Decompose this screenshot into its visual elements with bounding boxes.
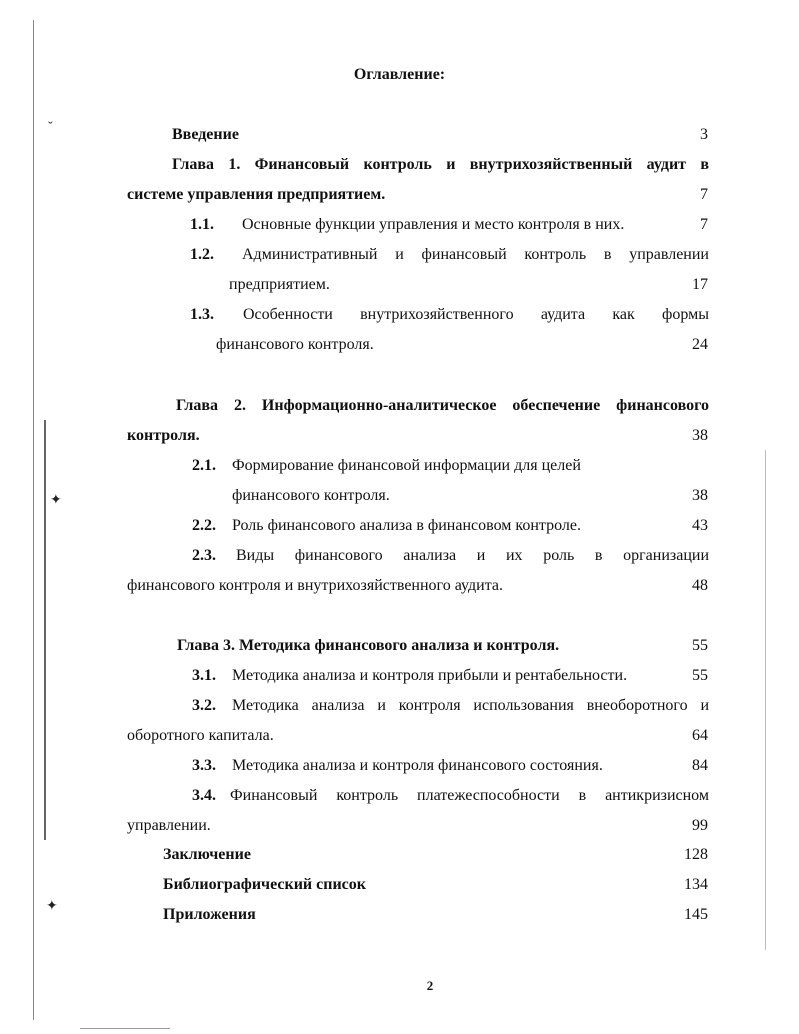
toc-item-page: 24: [692, 336, 708, 353]
toc-item-1-1: [190, 214, 624, 236]
toc-item-number: 1.1.: [190, 216, 214, 233]
toc-item-text: Методика анализа и контроля прибыли и рентабельности.: [232, 667, 628, 684]
toc-ch3-page: 55: [692, 637, 708, 654]
scan-mark-icon: ✦: [46, 899, 58, 914]
toc-item-text: Финансовый контроль платежеспособности в антикризисном: [230, 787, 709, 804]
toc-item-page: 7: [700, 216, 708, 233]
toc-item-page: 43: [692, 517, 708, 534]
page-title: Оглавление:: [353, 66, 446, 83]
toc-item-text-cont: управлении.: [127, 817, 211, 834]
toc-item-number: 3.4.: [192, 787, 216, 804]
toc-item-page: 64: [692, 727, 708, 744]
toc-item-page: 17: [692, 276, 708, 293]
toc-intro-page: 3: [700, 126, 708, 143]
toc-ch1-title-line2: системе управления предприятием.: [127, 186, 386, 203]
toc-ch2-title-line2: контроля.: [127, 427, 200, 444]
toc-item-number: 2.1.: [192, 457, 216, 474]
toc-item-text-cont: финансового контроля.: [216, 336, 374, 353]
toc-item-text: Методика анализа и контроля финансового состояния.: [232, 757, 603, 774]
toc-intro-label: Введение: [172, 126, 239, 143]
toc-item-text: Особенности внутрихозяйственного аудита как формы: [243, 306, 709, 323]
toc-ch1-title-line1: Глава 1. Финансовый контроль и внутрихозяйственный аудит в: [172, 156, 709, 173]
toc-ch2-page: 38: [692, 427, 708, 444]
toc-item-text: Методика анализа и контроля использования внеоборотного и: [232, 697, 709, 714]
scan-margin-line: [44, 420, 46, 840]
page-number: 2: [426, 978, 434, 993]
toc-item-page: 38: [692, 487, 708, 504]
toc-bibliography-label: Библиографический список: [163, 876, 366, 893]
scan-edge-line: [765, 450, 766, 950]
scan-margin-line: [33, 20, 34, 1020]
toc-item-text-cont: финансового контроля.: [232, 487, 390, 504]
toc-item-page: 99: [692, 817, 708, 834]
toc-item-text: Формирование финансовой информации для целей: [232, 457, 581, 474]
toc-item-number: 2.2.: [192, 517, 216, 534]
toc-item-page: 55: [692, 667, 708, 684]
toc-item-3-2: [192, 695, 232, 717]
toc-ch2-title-line1: Глава 2. Информационно-аналитическое обеспечение финансового: [176, 397, 709, 414]
toc-item-3-4: [192, 785, 230, 807]
toc-item-text-cont: предприятием.: [229, 276, 330, 293]
toc-conclusion-page: 128: [684, 846, 708, 863]
toc-item-text: Виды финансового анализа и их роль в организации: [236, 547, 709, 564]
toc-item-3-1: [192, 665, 627, 687]
toc-bibliography-page: 134: [684, 876, 708, 893]
toc-item-number: 3.2.: [192, 697, 216, 714]
toc-item-3-3: [192, 755, 603, 777]
toc-appendix-label: Приложения: [163, 906, 256, 923]
toc-item-text: Административный и финансовый контроль в управлении: [242, 246, 709, 263]
toc-item-text: Основные функции управления и место контроля в них.: [242, 216, 625, 233]
toc-item-number: 2.3.: [192, 547, 216, 564]
toc-item-page: 84: [692, 757, 708, 774]
toc-ch3-title: Глава 3. Методика финансового анализа и контроля.: [177, 637, 560, 654]
toc-item-number: 1.3.: [190, 306, 214, 323]
toc-item-number: 3.1.: [192, 667, 216, 684]
toc-item-text-cont: оборотного капитала.: [127, 727, 274, 744]
toc-item-number: 3.3.: [192, 757, 216, 774]
scan-mark-icon: ✦: [50, 493, 62, 508]
toc-item-2-3: [192, 545, 236, 567]
toc-appendix-page: 145: [684, 906, 708, 923]
toc-item-2-1: [192, 455, 581, 477]
toc-item-number: 1.2.: [190, 246, 214, 263]
toc-item-1-3: [190, 304, 242, 326]
scan-mark-icon: ˇ: [48, 120, 53, 135]
toc-conclusion-label: Заключение: [163, 846, 251, 863]
toc-item-text-cont: финансового контроля и внутрихозяйственного аудита.: [127, 577, 503, 594]
scan-bottom-line: [80, 1028, 170, 1029]
toc-item-text: Роль финансового анализа в финансовом контроле.: [232, 517, 581, 534]
toc-item-page: 48: [692, 577, 708, 594]
toc-ch1-page: 7: [700, 186, 708, 203]
toc-item-2-2: [192, 515, 581, 537]
